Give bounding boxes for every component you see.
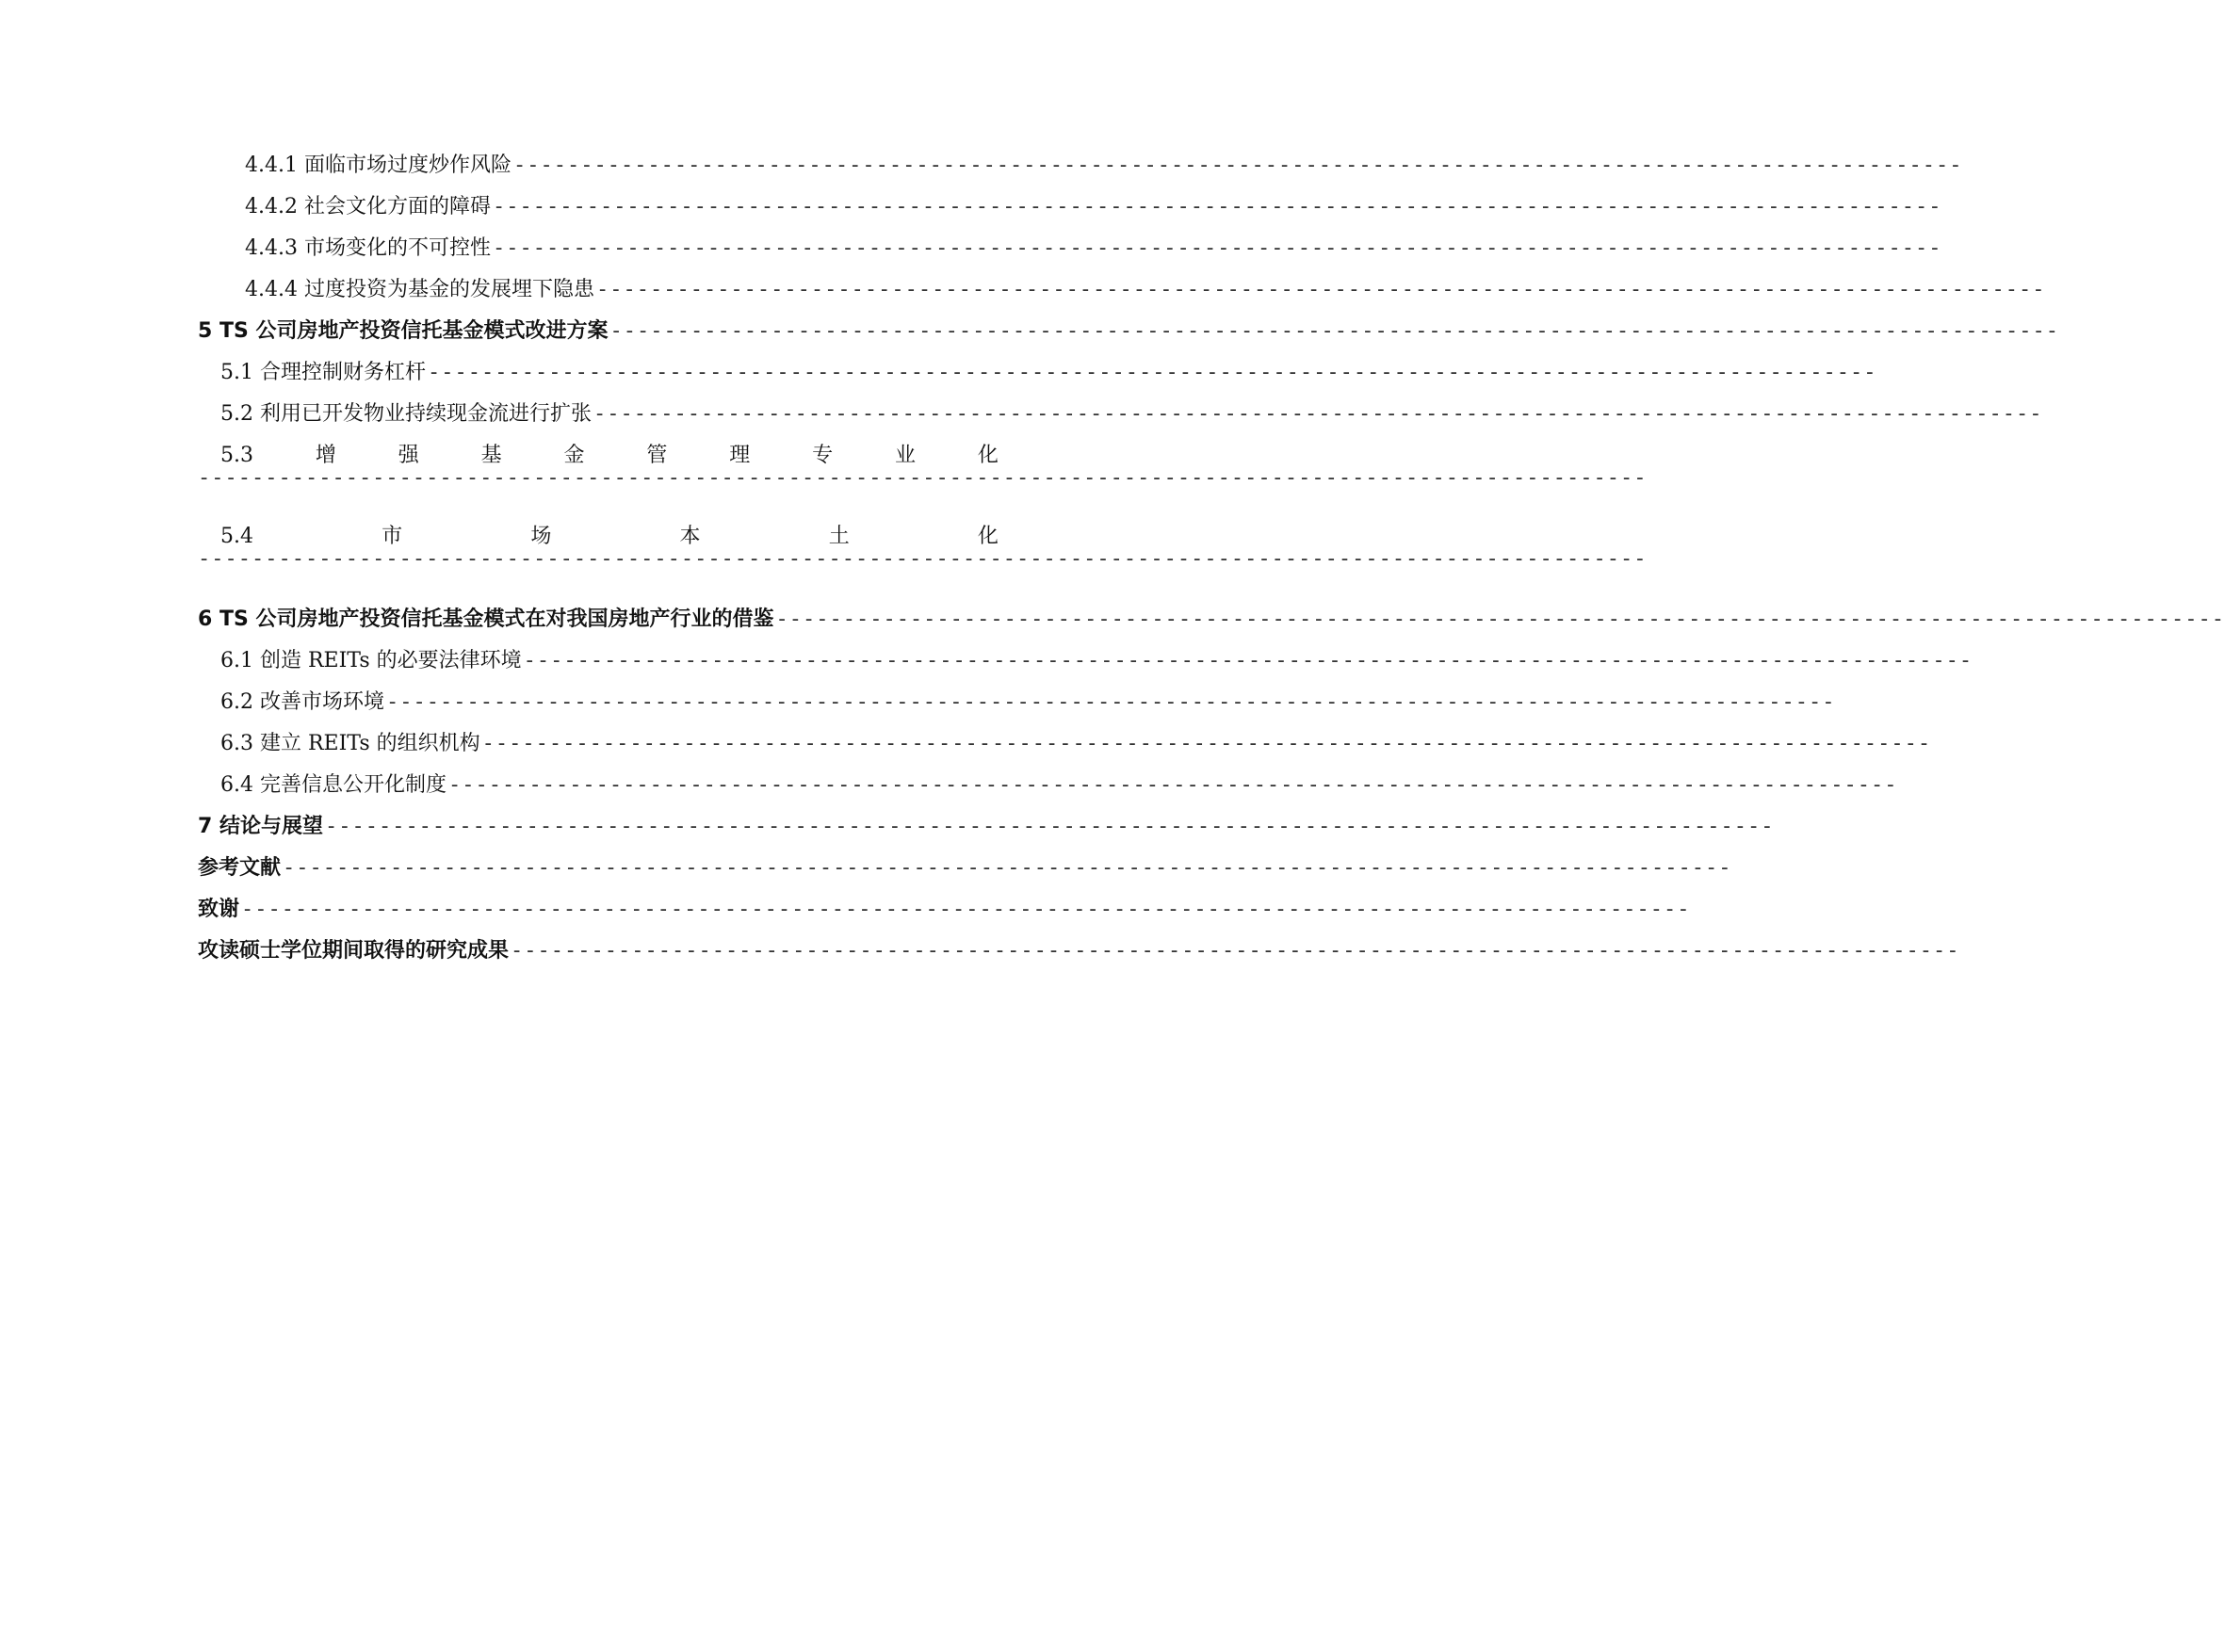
toc-entry-title: 6 TS 公司房地产投资信托基金模式在对我国房地产行业的借鉴	[198, 607, 774, 631]
toc-entry-number: 5.4	[220, 525, 253, 548]
toc-leader-dots: ------------------------------------------------------------------------------------------------------------	[283, 856, 1732, 880]
toc-entry[interactable]	[220, 640, 1973, 682]
toc-entry[interactable]	[220, 723, 1932, 765]
toc-entry-char: 强	[398, 444, 419, 467]
toc-entry-title: 5 TS 公司房地产投资信托基金模式改进方案	[198, 319, 609, 343]
toc-leader-dots: ------------------------------------------------------------------------------------------------------------	[609, 319, 2059, 343]
toc-entry-title: 4.4.1 面临市场过度炒作风险	[245, 154, 512, 177]
toc-leader-dots: ------------------------------------------------------------------------------------------------------------	[523, 649, 1973, 672]
toc-leader-dots: ------------------------------------------------------------------------------------------------------------	[492, 236, 1942, 260]
toc-chapter-entry[interactable]	[198, 848, 1732, 889]
toc-entry[interactable]	[245, 145, 1963, 186]
toc-entry[interactable]	[220, 682, 1836, 723]
toc-entry-char: 理	[729, 444, 751, 467]
toc-leader-dots: ------------------------------------------------------------------------------------------------------------	[198, 466, 1648, 490]
toc-chapter-entry[interactable]	[198, 931, 1960, 972]
toc-entry-title: 攻读硕士学位期间取得的研究成果	[198, 939, 510, 963]
toc-entry-title: 5.2 利用已开发物业持续现金流进行扩张	[220, 402, 592, 426]
toc-chapter-entry[interactable]	[198, 311, 2059, 352]
toc-entry-title: 4.4.3 市场变化的不可控性	[245, 236, 491, 260]
toc-leader-dots: ------------------------------------------------------------------------------------------------------------	[512, 154, 1963, 177]
toc-chapter-entry[interactable]	[198, 806, 1775, 848]
toc-entry-char: 管	[646, 444, 668, 467]
toc-entry-char: 增	[315, 444, 336, 467]
toc-entry-title: 5.1 合理控制财务杠杆	[220, 361, 426, 384]
toc-entry-title: 6.3 建立 REITs 的组织机构	[220, 732, 480, 755]
toc-entry-title: 参考文献	[198, 856, 282, 880]
toc-entry-char: 业	[894, 444, 916, 467]
toc-entry-title: 6.4 完善信息公开化制度	[220, 773, 447, 797]
toc-entry-title: 6.2 改善市场环境	[220, 690, 384, 714]
toc-leader-dots: ------------------------------------------------------------------------------------------------------------	[595, 278, 2046, 301]
toc-entry[interactable]	[245, 228, 1942, 269]
toc-leader-dots: ------------------------------------------------------------------------------------------------------------	[775, 607, 2225, 631]
toc-leader-dots: ------------------------------------------------------------------------------------------------------------	[492, 195, 1942, 219]
toc-entry[interactable]	[220, 394, 2043, 435]
toc-entry-char: 场	[530, 525, 552, 548]
toc-leader-dots: ------------------------------------------------------------------------------------------------------------	[241, 898, 1691, 921]
toc-entry-title: 致谢	[198, 898, 240, 921]
toc-entry[interactable]	[245, 186, 1942, 228]
toc-entry-title: 7 结论与展望	[198, 815, 323, 838]
toc-entry-char: 专	[812, 444, 834, 467]
toc-entry-char: 基	[480, 444, 502, 467]
toc-entry-char: 金	[563, 444, 585, 467]
toc-leader-dots: ------------------------------------------------------------------------------------------------------------	[427, 361, 1877, 384]
toc-leader-dots: ------------------------------------------------------------------------------------------------------------	[324, 815, 1775, 838]
toc-entry[interactable]	[245, 269, 2046, 311]
toc-entry-char: 化	[977, 525, 999, 548]
toc-leader-dots: ------------------------------------------------------------------------------------------------------------	[385, 690, 1836, 714]
toc-entry[interactable]	[220, 765, 1898, 806]
toc-entry-char: 土	[828, 525, 850, 548]
toc-entry-char: 市	[382, 525, 403, 548]
toc-entry-title: 4.4.2 社会文化方面的障碍	[245, 195, 491, 219]
toc-chapter-entry[interactable]	[198, 599, 2225, 640]
toc-leader-dots: ------------------------------------------------------------------------------------------------------------	[481, 732, 1932, 755]
toc-entry-title: 6.1 创造 REITs 的必要法律环境	[220, 649, 522, 672]
toc-leader-dots: ------------------------------------------------------------------------------------------------------------	[198, 547, 1648, 571]
toc-entry-title: 4.4.4 过度投资为基金的发展埋下隐患	[245, 278, 594, 301]
toc-entry-number: 5.3	[220, 444, 253, 467]
toc-leader-dots: ------------------------------------------------------------------------------------------------------------	[511, 939, 1960, 963]
toc-leader-dots: ------------------------------------------------------------------------------------------------------------	[593, 402, 2043, 426]
toc-entry-char: 化	[977, 444, 999, 467]
toc-entry-char: 本	[679, 525, 701, 548]
toc-chapter-entry[interactable]	[198, 889, 1691, 931]
toc-leader-dots: ------------------------------------------------------------------------------------------------------------	[447, 773, 1898, 797]
toc-entry[interactable]	[220, 352, 1877, 394]
